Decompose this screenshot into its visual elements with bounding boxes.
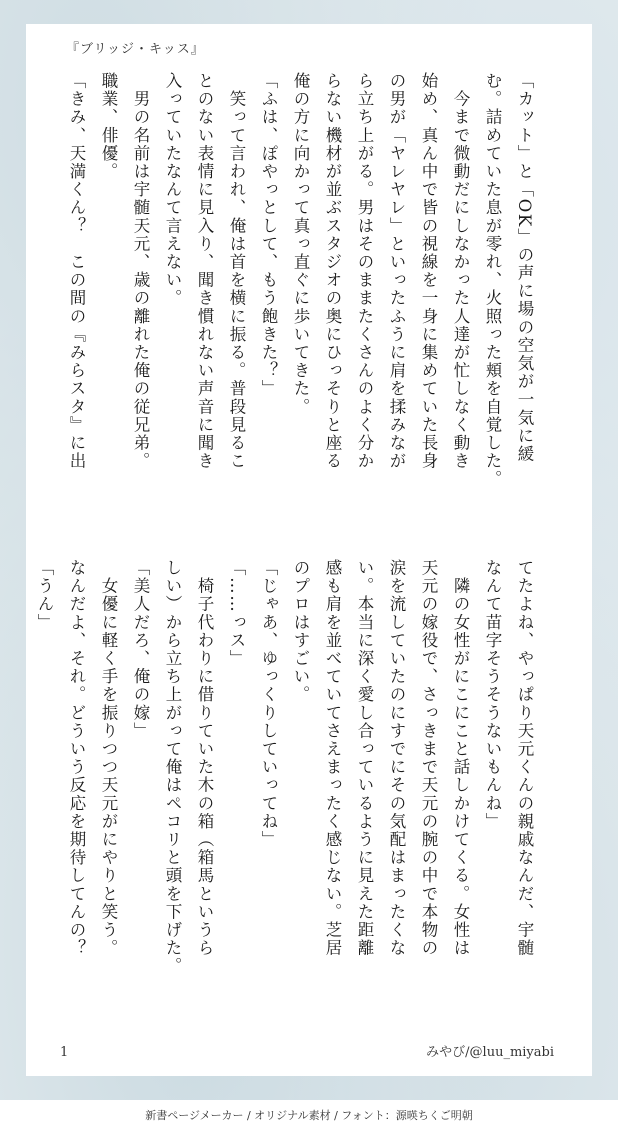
text-column: 涙を流していたのにすでにその気配はまったくな xyxy=(387,559,406,958)
text-column: 天元の嫁役で、さっきまで天元の腕の中で本物の xyxy=(419,559,438,958)
text-column: 俺の方に向かって真っ直ぐに歩いてきた。 xyxy=(291,72,310,416)
text-column: 「うん」 xyxy=(35,559,54,632)
text-column: い。本当に深く愛し合っているように見えた距離 xyxy=(355,559,374,958)
text-column: む。詰めていた息が零れ、火照った頬を自覚した。 xyxy=(483,72,502,489)
text-column: の男が「ヤレヤレ」といったふうに肩を揉みなが xyxy=(387,72,406,471)
text-column: のプロはすごい。 xyxy=(291,559,310,704)
text-column: 「カット」と「OK」の声に場の空気が一気に緩 xyxy=(515,72,534,464)
text-column: てたよね、やっぱり天元くんの親戚なんだ、宇髄 xyxy=(515,559,534,958)
text-column: 「美人だろ、俺の嫁」 xyxy=(131,559,150,740)
text-column: 感も肩を並べていてさえまったく感じない。芝居 xyxy=(323,559,342,958)
text-column: 「ふは、ぽやっとして、もう飽きた？」 xyxy=(259,72,278,398)
author-credit: みやび/@luu_miyabi xyxy=(426,1045,554,1060)
text-block-bottom xyxy=(35,559,540,1019)
book-page xyxy=(26,24,592,1076)
text-column: 始め、真ん中で皆の視線を一身に集めていた長身 xyxy=(419,72,438,471)
page-number: 1 xyxy=(60,1045,69,1060)
text-column: 職業、俳優。 xyxy=(99,72,118,181)
text-column: ら立ち上がる。男はそのままたくさんのよく分か xyxy=(355,72,374,471)
text-column: 女優に軽く手を振りつつ天元がにやりと笑う。 xyxy=(99,559,118,958)
text-column: 椅子代わりに借りていた木の箱（箱馬というら xyxy=(195,559,214,958)
footer-credits: 新書ページメーカー / オリジナル素材 / フォント：源暎ちくご明朝 xyxy=(145,1109,473,1122)
text-column: とのない表情に見入り、聞き慣れない声音に聞き xyxy=(195,72,214,471)
text-column: しい）から立ち上がって俺はペコリと頭を下げた。 xyxy=(163,559,182,976)
text-column: 笑って言われ、俺は首を横に振る。普段見るこ xyxy=(227,72,246,471)
text-block-top xyxy=(66,72,540,532)
text-column: 今まで微動だにしなかった人達が忙しなく動き xyxy=(451,72,470,471)
text-column: 隣の女性がにこにこと話しかけてくる。女性は xyxy=(451,559,470,958)
book-title: 『ブリッジ・キッス』 xyxy=(66,42,205,57)
text-column: らない機材が並ぶスタジオの奥にひっそりと座る xyxy=(323,72,342,471)
text-column: なんだよ、それ。どういう反応を期待してんの？ xyxy=(67,559,86,958)
text-column: なんて苗字そうそうないもんね」 xyxy=(483,559,502,831)
text-column: 入っていたなんて言えない。 xyxy=(163,72,182,308)
text-column: 「……っス」 xyxy=(227,559,246,668)
text-column: 「きみ、天満くん？ この間の『みらスタ』に出 xyxy=(67,72,86,471)
text-column: 「じゃあ、ゆっくりしていってね」 xyxy=(259,559,278,849)
text-column: 男の名前は宇髄天元、歳の離れた俺の従兄弟。 xyxy=(131,72,150,471)
